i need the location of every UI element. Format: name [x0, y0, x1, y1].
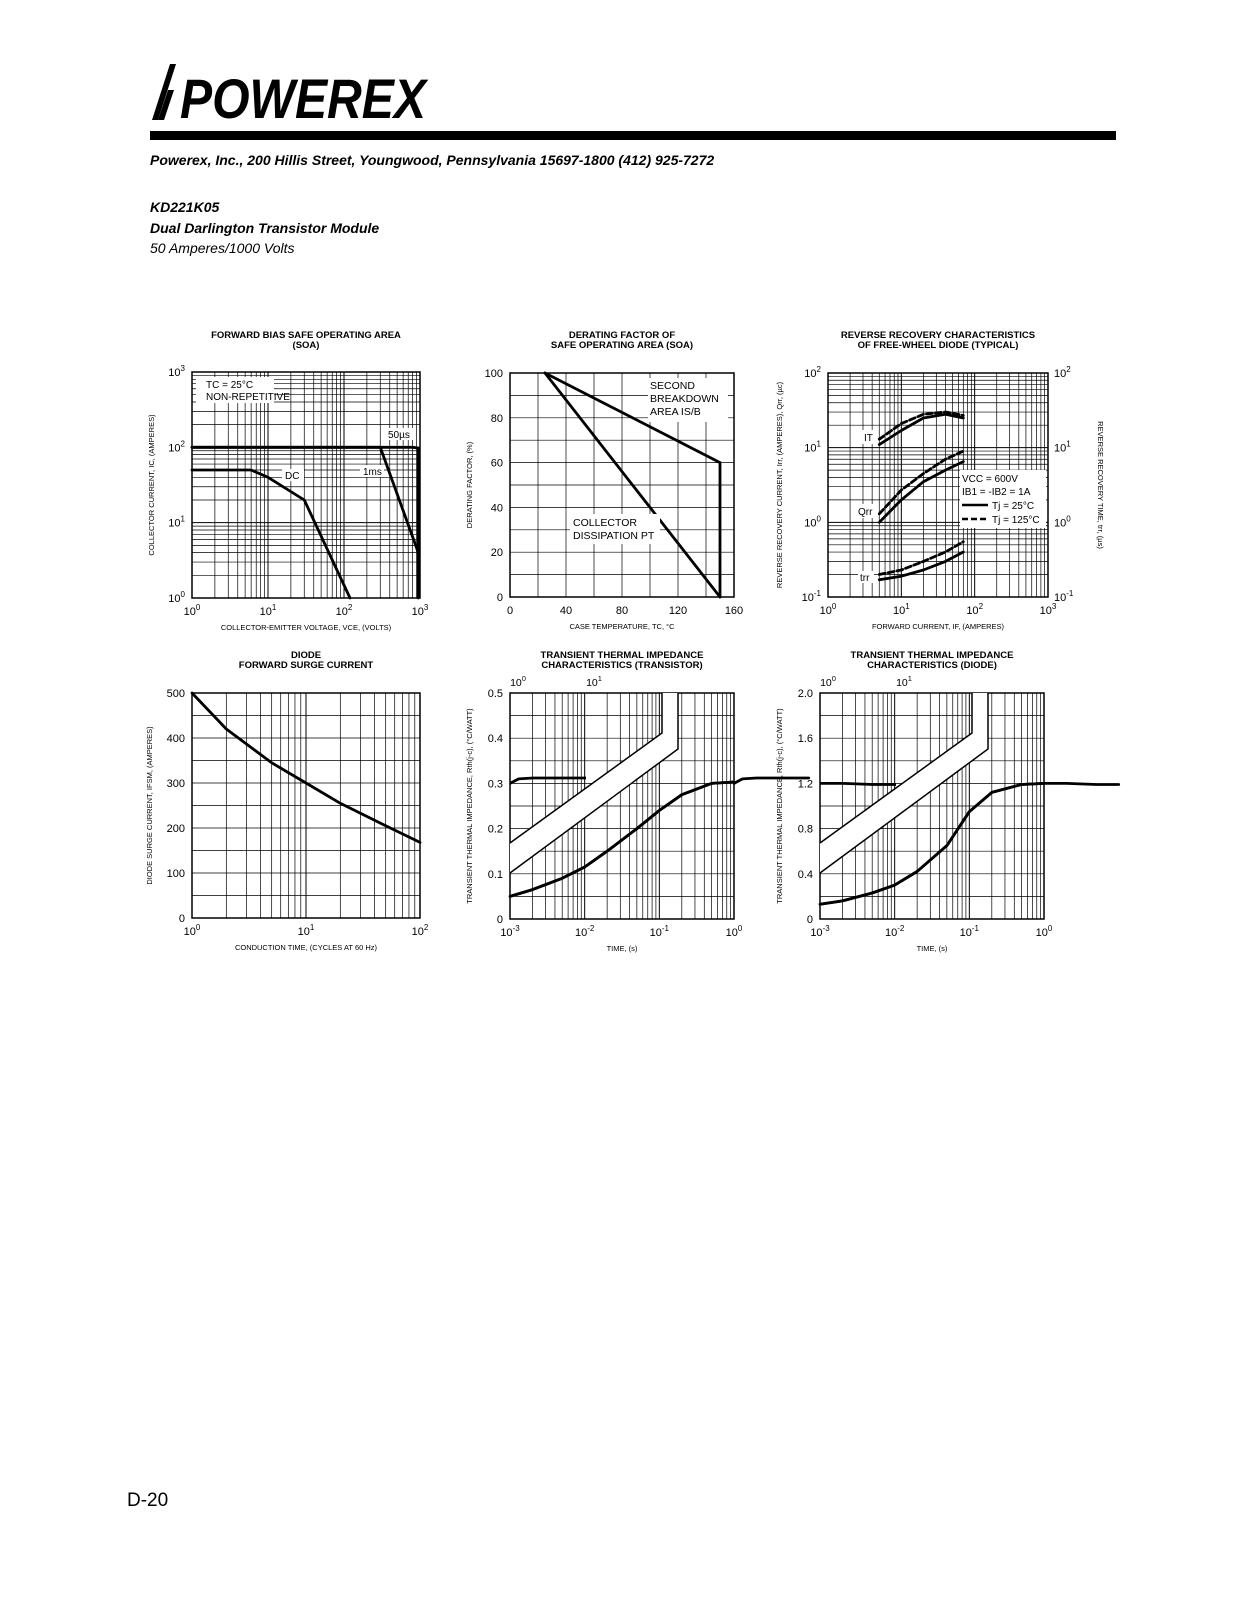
- annotation-trr: trr: [860, 573, 870, 584]
- chart-title: CHARACTERISTICS (TRANSISTOR): [541, 660, 703, 671]
- legend-tj125: Tj = 125°C: [992, 515, 1040, 526]
- y-tick-label: 0.4: [797, 868, 813, 881]
- y-tick-label: $10^3$: [168, 364, 185, 379]
- y-tick-label: 0: [806, 914, 813, 926]
- y-tick-label: 1.2: [797, 778, 813, 791]
- annotation-it: IT: [864, 433, 873, 444]
- series-line: [879, 462, 963, 523]
- x-tick-label: $10^{-2}$: [574, 924, 595, 939]
- x-tick-label: $10^0$: [725, 924, 743, 939]
- x-tick-label: $10^0$: [183, 923, 201, 938]
- x-tick-label: $10^3$: [411, 603, 429, 618]
- y-tick-label: 100: [484, 368, 503, 380]
- y-tick-label: 0: [496, 592, 503, 604]
- y-axis-label: TRANSIENT THERMAL IMPEDANCE, Rth(j-c), (°C/WATT): [465, 708, 474, 904]
- series-line-top-scale: [820, 783, 896, 784]
- y-tick-label: $10^2$: [804, 365, 821, 380]
- legend-tj25: Tj = 25°C: [992, 501, 1035, 512]
- x-tick-label: $10^2$: [966, 602, 984, 617]
- y-axis-label: TRANSIENT THERMAL IMPEDANCE, Rth(j-c), (°C/WATT): [775, 708, 784, 904]
- y-tick-label: 400: [166, 733, 185, 745]
- thermal-transistor-chart: [460, 645, 760, 960]
- page-number: D-20: [127, 1490, 169, 1511]
- x-tick-label: $10^3$: [1039, 602, 1057, 617]
- x-tick-label: $10^{-2}$: [884, 924, 905, 939]
- y-tick-label: 60: [490, 457, 503, 470]
- y-tick-label: 100: [166, 868, 185, 880]
- y-tick-label-right: $10^{-1}$: [1054, 589, 1074, 604]
- y-tick-label-right: $10^0$: [1054, 514, 1071, 530]
- x-tick-label: $10^{-3}$: [810, 924, 830, 939]
- logo-text: POWEREX: [180, 67, 430, 130]
- chart-title: CHARACTERISTICS (DIODE): [867, 660, 997, 671]
- x-tick-label: $10^{-1}$: [649, 924, 670, 939]
- company-address: Powerex, Inc., 200 Hillis Street, Youngwood, Pennsylvania 15697-1800 (412) 925-7272: [150, 152, 715, 168]
- y-tick-label: $10^{-1}$: [801, 589, 821, 604]
- x-tick-label: 160: [724, 605, 744, 617]
- y-tick-label: 0.1: [487, 868, 503, 881]
- y-tick-label: $10^1$: [168, 514, 185, 530]
- annotation-50us: 50µs: [388, 430, 410, 441]
- powerex-logo: [150, 62, 430, 130]
- x-tick-label: $10^1$: [892, 602, 910, 617]
- y-tick-label: 0.3: [487, 778, 503, 791]
- x-tick-label-top: $10^0$: [820, 674, 836, 689]
- y-tick-label: $10^0$: [804, 514, 821, 530]
- y-tick-label-right: $10^1$: [1054, 439, 1071, 455]
- chart-title: (SOA): [292, 340, 320, 351]
- x-tick-label-top: $10^0$: [510, 674, 526, 689]
- y-tick-label: 500: [166, 688, 185, 700]
- y-tick-label: 0.8: [797, 823, 813, 836]
- annotation-tc: TC = 25°C: [206, 380, 254, 391]
- y-axis-label: COLLECTOR CURRENT, IC, (AMPERES): [147, 414, 156, 556]
- x-axis-label: COLLECTOR-EMITTER VOLTAGE, VCE, (VOLTS): [220, 623, 392, 632]
- annotation-qrr: Qrr: [858, 507, 873, 518]
- annotation-dc: DC: [285, 471, 300, 482]
- x-tick-label: $10^0$: [1035, 924, 1053, 939]
- y-tick-label: $10^0$: [168, 590, 185, 605]
- product-rating: 50 Amperes/1000 Volts: [150, 240, 295, 256]
- surge-current-chart: [140, 645, 450, 960]
- y-tick-label: 0.4: [487, 733, 503, 746]
- part-number: KD221K05: [150, 199, 220, 215]
- chart-title: TRANSIENT THERMAL IMPEDANCE: [540, 650, 704, 661]
- y-tick-label: 0.2: [487, 823, 503, 836]
- y-axis-label: REVERSE RECOVERY CURRENT, Irr, (AMPERES), Qrr, (µc): [775, 381, 784, 589]
- y-tick-label: 40: [490, 502, 503, 515]
- y-tick-label: 200: [166, 823, 185, 835]
- y-tick-label: 1.6: [797, 733, 813, 746]
- legend-ib: IB1 = -IB2 = 1A: [962, 487, 1031, 498]
- annotation-1ms: 1ms: [363, 467, 382, 478]
- x-axis-label: FORWARD CURRENT, IF, (AMPERES): [871, 622, 1005, 631]
- annotation-non-repetitive: NON-REPETITIVE: [206, 392, 290, 403]
- y-tick-label: 0: [496, 914, 503, 926]
- legend-vcc: VCC = 600V: [962, 474, 1018, 485]
- x-tick-label: $10^1$: [297, 923, 315, 938]
- y-axis-label-right: REVERSE RECOVERY TIME, trr, (µs): [1096, 421, 1105, 549]
- x-tick-label: $10^{-1}$: [959, 924, 980, 939]
- x-tick-label: 80: [615, 605, 629, 617]
- chart-title: DIODE: [290, 650, 322, 661]
- x-tick-label: $10^{-3}$: [500, 924, 520, 939]
- x-axis-label: CONDUCTION TIME, (CYCLES AT 60 Hz): [234, 943, 378, 952]
- y-tick-label: 80: [490, 412, 503, 425]
- y-tick-label: 2.0: [797, 688, 813, 700]
- x-tick-label-top: $10^1$: [586, 674, 602, 689]
- y-tick-label: 300: [166, 778, 185, 790]
- series-line: [1044, 783, 1119, 784]
- series-line: [879, 552, 963, 580]
- x-tick-label: $10^0$: [819, 602, 837, 617]
- x-tick-label: 0: [506, 605, 514, 617]
- x-tick-label: $10^0$: [183, 603, 201, 618]
- x-tick-label-top: $10^1$: [896, 674, 912, 689]
- y-axis-label: DIODE SURGE CURRENT, IFSM, (AMPERES): [145, 726, 154, 885]
- y-tick-label: $10^1$: [804, 439, 821, 455]
- thermal-diode-chart: [770, 645, 1070, 960]
- y-tick-label: 0.5: [487, 688, 503, 700]
- x-tick-label: 120: [668, 605, 688, 617]
- soa-chart: [140, 325, 450, 640]
- chart-title: FORWARD SURGE CURRENT: [238, 660, 374, 671]
- header-rule: [150, 131, 1116, 140]
- x-axis-label: TIME, (s): [606, 944, 638, 953]
- x-tick-label: $10^1$: [259, 603, 277, 618]
- chart-title: REVERSE RECOVERY CHARACTERISTICS: [840, 330, 1036, 341]
- annotation-second-breakdown: SECOND BREAKDOWN AREA IS/B: [650, 380, 719, 418]
- chart-title: TRANSIENT THERMAL IMPEDANCE: [850, 650, 1014, 661]
- annotation-collector-dissipation: COLLECTOR DISSIPATION PT: [573, 517, 655, 542]
- plot-frame: [192, 372, 420, 598]
- product-description: Dual Darlington Transistor Module: [150, 220, 380, 236]
- reverse-recovery-chart: [770, 325, 1110, 640]
- chart-title: FORWARD BIAS SAFE OPERATING AREA: [211, 330, 401, 341]
- derating-chart: [460, 325, 760, 640]
- x-tick-label: $10^2$: [335, 603, 353, 618]
- x-tick-label: 40: [559, 605, 573, 617]
- y-tick-label: 0: [178, 913, 185, 925]
- y-tick-label-right: $10^2$: [1054, 365, 1071, 380]
- x-tick-label: $10^2$: [411, 923, 429, 938]
- y-tick-label: 20: [490, 547, 503, 560]
- y-axis-label: DERATING FACTOR, (%): [465, 441, 474, 529]
- y-tick-label: $10^2$: [168, 439, 185, 455]
- series-line-top-scale: [510, 778, 586, 783]
- chart-title: DERATING FACTOR OF: [568, 330, 676, 341]
- chart-title: OF FREE-WHEEL DIODE (TYPICAL): [857, 340, 1019, 351]
- chart-title: SAFE OPERATING AREA (SOA): [550, 340, 694, 351]
- x-axis-label: CASE TEMPERATURE, TC, °C: [569, 622, 675, 631]
- x-axis-label: TIME, (s): [916, 944, 948, 953]
